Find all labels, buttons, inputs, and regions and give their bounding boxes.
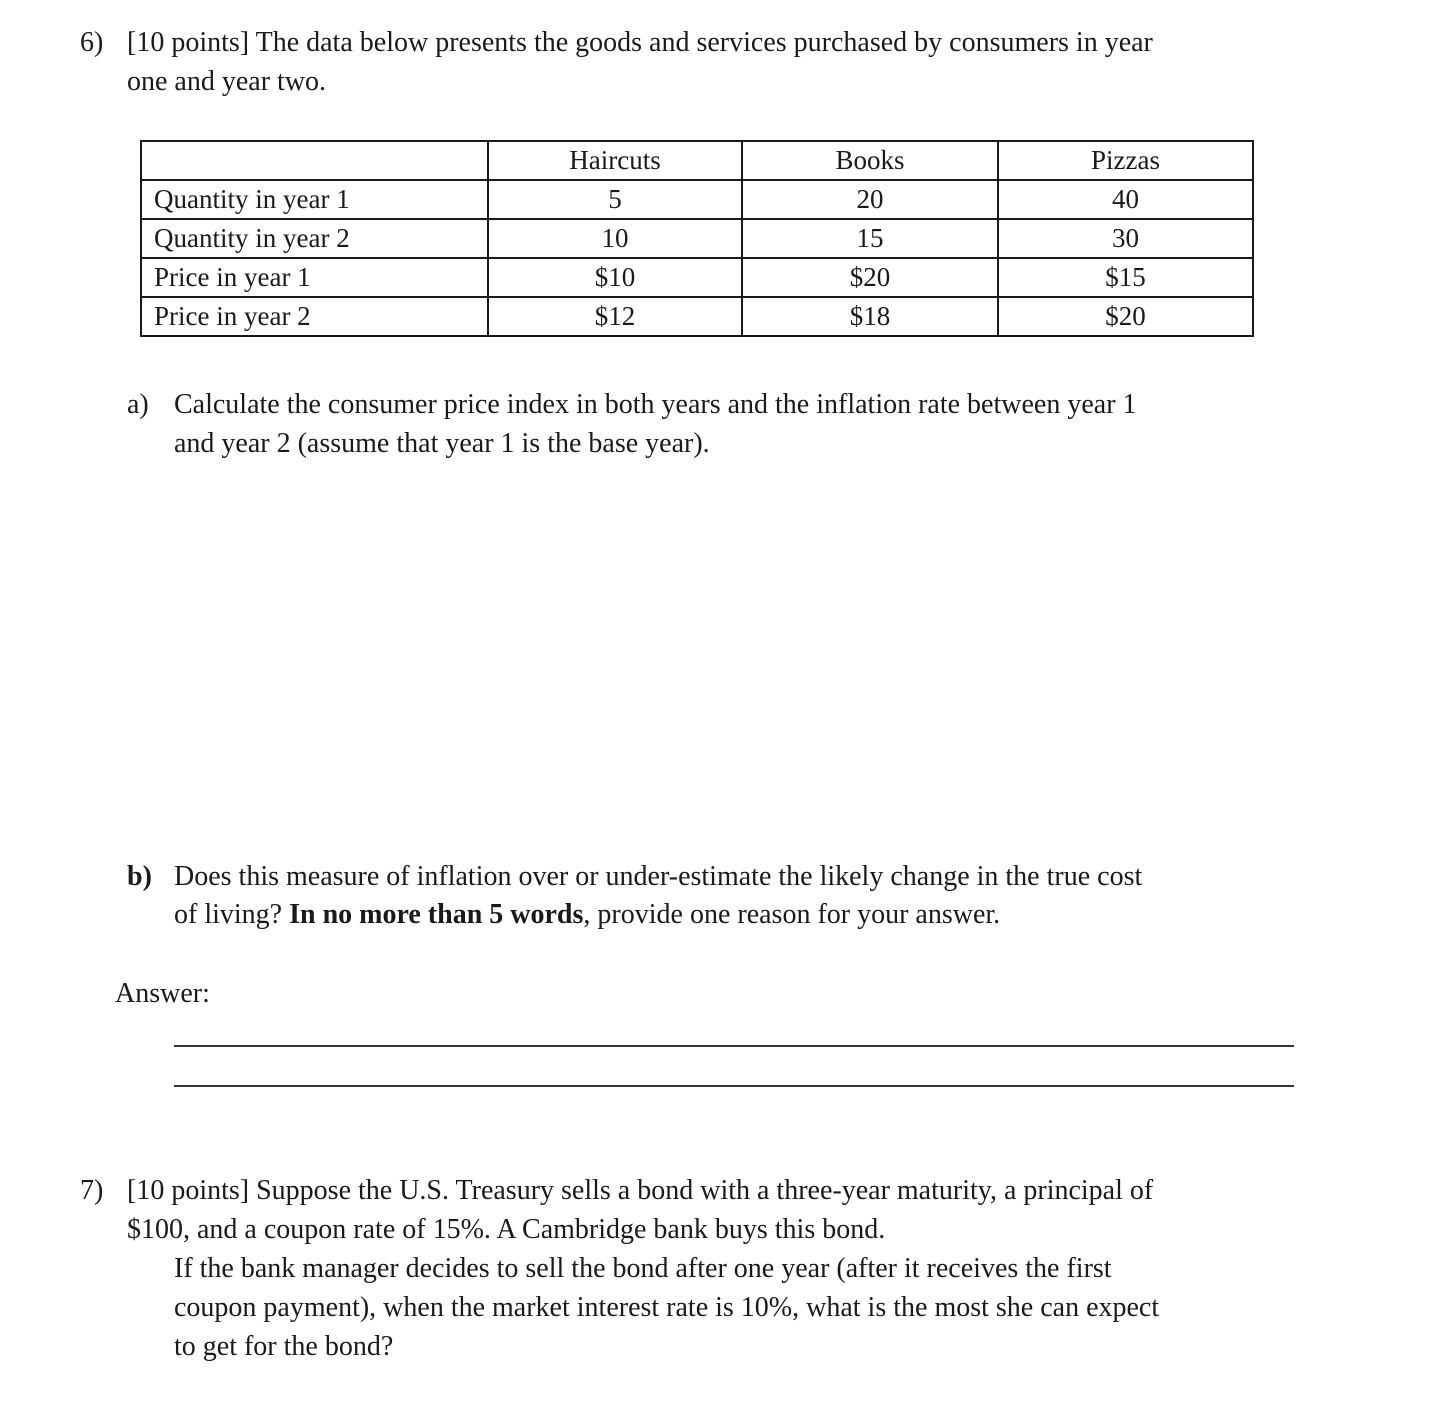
part-b-label: b) — [127, 861, 152, 892]
table-header-row — [141, 141, 1253, 180]
table-row — [141, 297, 1253, 336]
goods-services-table — [140, 140, 1254, 337]
question-7-text-line-1: [10 points] Suppose the U.S. Treasury sells a bond with a three-year maturity, a principal of — [127, 1175, 1154, 1206]
column-header-books: Books — [742, 141, 998, 180]
table-cell: $12 — [488, 297, 742, 336]
row-label: Quantity in year 2 — [141, 219, 488, 258]
table-cell: $20 — [742, 258, 998, 297]
table-row — [141, 219, 1253, 258]
column-header-pizzas: Pizzas — [998, 141, 1253, 180]
column-header-haircuts: Haircuts — [488, 141, 742, 180]
question-7-text-line-4: coupon payment), when the market interest rate is 10%, what is the most she can expect — [174, 1292, 1160, 1323]
table-cell: 30 — [998, 219, 1253, 258]
question-6-text-line-2: one and year two. — [127, 66, 327, 97]
part-b-text-end: , provide one reason for your answer. — [583, 899, 1001, 930]
answer-label: Answer: — [115, 978, 210, 1009]
question-6-text-line-1: [10 points] The data below presents the goods and services purchased by consumers in year — [127, 27, 1153, 58]
table-cell: 15 — [742, 219, 998, 258]
table-row — [141, 258, 1253, 297]
question-7-text-line-5: to get for the bond? — [174, 1331, 394, 1362]
table-corner-cell — [141, 141, 488, 180]
row-label: Price in year 1 — [141, 258, 488, 297]
table-cell: $18 — [742, 297, 998, 336]
table-cell: 40 — [998, 180, 1253, 219]
table-cell: 20 — [742, 180, 998, 219]
part-b-emphasis: In no more than 5 words — [289, 899, 584, 930]
table-cell: $20 — [998, 297, 1253, 336]
part-b-text-line-2 — [174, 899, 1000, 931]
part-a-text-line-2: and year 2 (assume that year 1 is the base year). — [174, 428, 710, 459]
table-row — [141, 180, 1253, 219]
part-a-label: a) — [127, 389, 149, 420]
answer-line-1[interactable] — [174, 1045, 1294, 1047]
part-b-text-line-1: Does this measure of inflation over or under-estimate the likely change in the true cost — [174, 861, 1143, 892]
row-label: Price in year 2 — [141, 297, 488, 336]
row-label: Quantity in year 1 — [141, 180, 488, 219]
table-cell: 10 — [488, 219, 742, 258]
answer-line-2[interactable] — [174, 1085, 1294, 1087]
question-7-text-line-2: $100, and a coupon rate of 15%. A Cambridge bank buys this bond. — [127, 1214, 886, 1245]
question-6-number: 6) — [80, 27, 104, 58]
question-7-text-line-3: If the bank manager decides to sell the bond after one year (after it receives the first — [174, 1253, 1112, 1284]
table-cell: $15 — [998, 258, 1253, 297]
table-cell: 5 — [488, 180, 742, 219]
table-cell: $10 — [488, 258, 742, 297]
question-7-number: 7) — [80, 1175, 104, 1206]
part-a-text-line-1: Calculate the consumer price index in both years and the inflation rate between year 1 — [174, 389, 1137, 420]
part-b-text-start: of living? — [174, 899, 290, 930]
